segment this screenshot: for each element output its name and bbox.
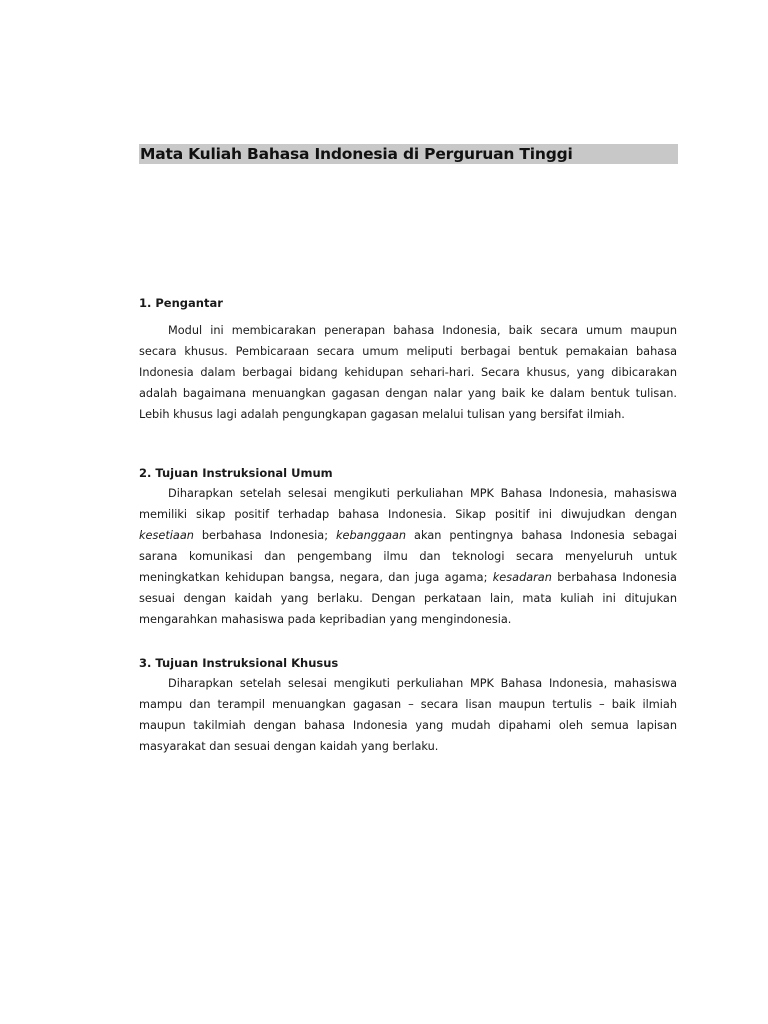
paragraph-text: berbahasa Indonesia sesuai dengan kaidah yang berlaku. Dengan perkataan lain, mata kuliah ini ditujukan mengarahkan mahasiswa pada kepribadian yang mengindonesia. <box>139 571 677 626</box>
section-tujuan-khusus <box>139 655 677 757</box>
document-title: Mata Kuliah Bahasa Indonesia di Perguruan Tinggi <box>140 145 573 163</box>
section-heading: 1. Pengantar <box>139 296 223 310</box>
section-heading: 2. Tujuan Instruksional Umum <box>139 466 333 480</box>
section-paragraph: Modul ini membicarakan penerapan bahasa Indonesia, baik secara umum maupun secara khusus. Pembicaraan secara umum meliputi berbagai bentuk pemakaian bahasa Indonesia dalam berbagai bidang kehidupan sehari-hari. Secara khusus, yang dibicarakan adalah bagaimana menuangkan gagasan dengan nalar yang baik ke dalam bentuk tulisan. Lebih khusus lagi adalah pengungkapan gagasan melalui tulisan yang bersifat ilmiah. <box>139 324 677 421</box>
section-heading: 3. Tujuan Instruksional Khusus <box>139 656 339 670</box>
emphasis-text: kesadaran <box>492 571 552 584</box>
section-tujuan-umum <box>139 465 677 630</box>
paragraph-text: berbahasa Indonesia; <box>193 529 336 542</box>
paragraph-text: akan pentingnya bahasa Indonesia sebagai sarana komunikasi dan pengembang ilmu dan teknologi secara menyeluruh untuk meningkatkan kehidupan bangsa, negara, dan juga agama; <box>139 529 677 584</box>
section-paragraph: Diharapkan setelah selesai mengikuti perkuliahan MPK Bahasa Indonesia, mahasiswa mampu dan terampil menuangkan gagasan – secara lisan maupun tertulis – baik ilmiah maupun takilmiah dengan bahasa Indonesia yang mudah dipahami oleh semua lapisan masyarakat dan sesuai dengan kaidah yang berlaku. <box>139 677 677 753</box>
paragraph-text: Diharapkan setelah selesai mengikuti perkuliahan MPK Bahasa Indonesia, mahasiswa memiliki sikap positif terhadap bahasa Indonesia. Sikap positif ini diwujudkan dengan <box>139 487 677 521</box>
emphasis-text: kebanggaan <box>336 529 407 542</box>
section-pengantar <box>139 295 677 425</box>
section-paragraph <box>139 483 677 630</box>
emphasis-text: kesetiaan <box>139 529 194 542</box>
